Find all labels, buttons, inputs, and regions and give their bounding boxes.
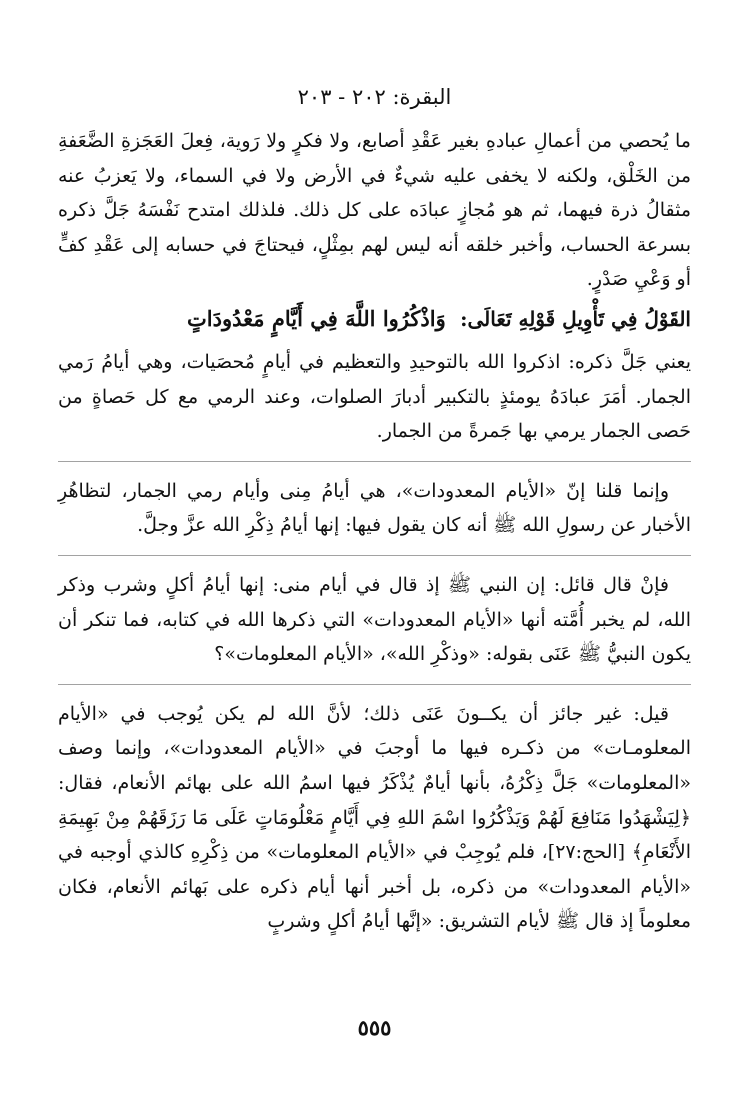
heading-lead: القَوْلُ فِي تَأْوِيلِ قَوْلِهِ تَعَالَى: — [460, 306, 691, 331]
paragraph-1: ما يُحصي من أعمالِ عبادهِ بغير عَقْدِ أصابع، ولا فكرٍ ولا رَوية، فِعلَ العَجَزةِ الضَّعَفةِ من الخَلْق، ولكنه لا يخفى عليه شيءٌ في الأرض ولا في السماء، ولا يَعزبُ عنه مثقالُ ذرة فيهما، ثم هو مُجازٍ عبادَه على كل ذلك. فلذلك امتدح نَفْسَهُ جَلَّ ذكره بسرعة الحساب، وأخبر خلقه أنه ليس لهم بمِثْلٍ، فيحتاجَ في حسابه إلى عَقْدِ كفٍّ أو وَعْيِ صَدْرٍ. — [58, 130, 691, 291]
divider — [58, 555, 691, 556]
paragraph-3: وإنما قلنا إنّ «الأيام المعدودات»، هي أيامُ مِنى وأيام رمي الجمار، لتظاهُرِ الأخبار عن رسولِ الله ﷺ أنه كان يقول فيها: إنها أيامُ ذِكْرِ الله عزَّ وجلَّ. — [58, 479, 691, 537]
section-heading — [58, 299, 691, 339]
divider — [58, 461, 691, 462]
heading-verse: وَاذْكُرُوا اللَّهَ فِي أَيَّامٍ مَعْدُودَاتٍ — [187, 305, 446, 331]
running-header: البقرة: ٢٠٢ - ٢٠٣ — [297, 85, 452, 109]
paragraph-2: يعني جَلَّ ذكره: اذكروا الله بالتوحيدِ والتعظيم في أيامٍ مُحصَيات، وهي أيامُ رَمي الجمار. أمَرَ عبادَهُ يومئذٍ بالتكبير أدبارَ الصلوات، وعند الرمي مع كل حَصاةٍ من حَصى الجمار يرمي بها جَمرةً من الجمار. — [58, 350, 691, 443]
divider — [58, 684, 691, 685]
paragraph-4: فإنْ قال قائل: إن النبي ﷺ إذ قال في أيام منى: إنها أيامُ أكلٍ وشرب وذكر الله، لم يخبر أُمَّته أنها «الأيام المعدودات» التي ذكرها الله في كتابه، فما تنكر أن يكون النبيُّ ﷺ عَنَى بقوله: «وذكْرِ الله»، «الأيام المعلومات»؟ — [58, 573, 692, 666]
paragraph-5: قيل: غير جائز أن يكــونَ عَنَى ذلك؛ لأنَّ الله لم يكن يُوجب في «الأيام المعلومـات» من ذكـره فيها ما أوجبَ في «الأيام المعدودات»، وإنما وصف «المعلومات» جَلَّ ذِكْرُهُ، بأنها أيامٌ يُذْكَرُ فيها اسمُ الله على بهائم الأنعام، فقال: ﴿لِيَشْهَدُوا مَنَافِعَ لَهُمْ وَيَذْكُرُوا اسْمَ اللهِ فِي أَيَّامٍ مَعْلُومَاتٍ عَلَى مَا رَزَقَهُمْ مِنْ بَهِيمَةِ الأَنْعَامِ﴾ [الحج:٢٧]، فلم يُوجِبْ في «الأيام المعلومات» من ذِكْرِهِ كالذي أوجبه في «الأيام المعدودات» من ذكره، بل أخبر أنها أيام ذكره على بَهائم الأنعام، فكان معلوماً إذ قال ﷺ لأيام التشريق: «إنَّها أيامُ أكلٍ وشربٍ — [58, 702, 691, 933]
page-number: ٥٥٥ — [357, 1015, 392, 1040]
